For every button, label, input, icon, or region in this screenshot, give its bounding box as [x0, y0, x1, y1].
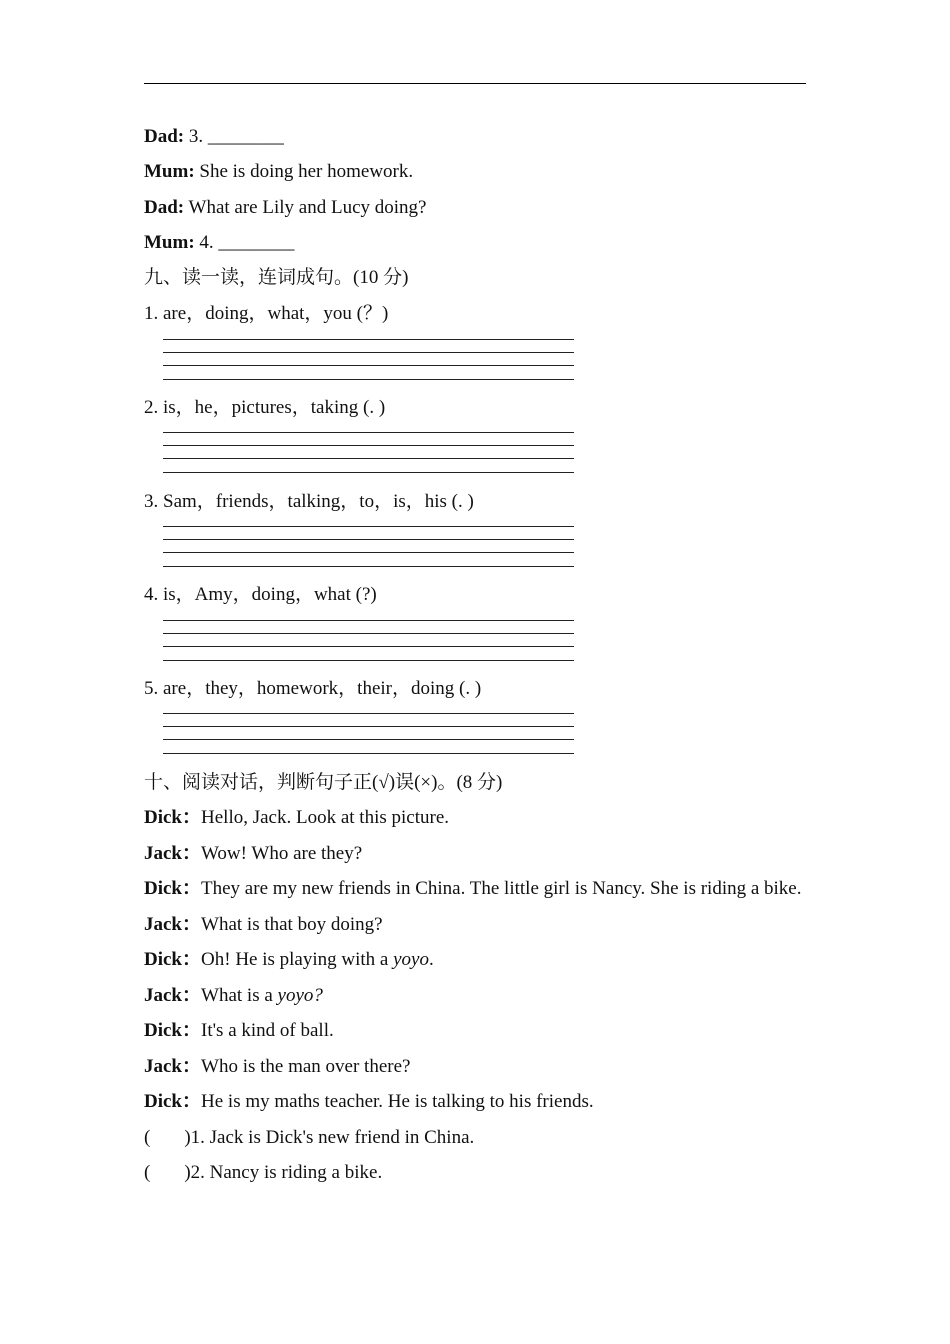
- dialogue-line: Dick：They are my new friends in China. The little girl is Nancy. She is riding a bike.: [144, 878, 802, 899]
- writing-lines[interactable]: [163, 339, 574, 379]
- header-rule: [144, 83, 806, 84]
- dialogue-line: Dad: 3. ________: [144, 126, 284, 147]
- dialogue-line: Dad: What are Lily and Lucy doing?: [144, 197, 427, 218]
- question-9-5: 5. are，they，homework，their，doing (. ): [144, 678, 482, 699]
- section-10-title: 十、阅读对话，判断句子正(√)误(×)。(8 分): [144, 772, 503, 793]
- question-9-2: 2. is，he，pictures，taking (. ): [144, 397, 386, 418]
- judgement-question: ( )2. Nancy is riding a bike.: [144, 1162, 383, 1183]
- writing-lines[interactable]: [163, 620, 574, 660]
- judgement-question: ( )1. Jack is Dick's new friend in China.: [144, 1127, 475, 1148]
- dialogue-line: Jack：What is that boy doing?: [144, 914, 383, 935]
- question-9-3: 3. Sam，friends，talking，to，is，his (. ): [144, 491, 474, 512]
- question-9-4: 4. is，Amy，doing，what (?): [144, 584, 377, 605]
- dialogue-line: Dick：It's a kind of ball.: [144, 1020, 334, 1041]
- dialogue-line: Jack：Wow! Who are they?: [144, 843, 363, 864]
- dialogue-line: Mum: 4. ________: [144, 232, 295, 253]
- dialogue-line: Dick：Oh! He is playing with a yoyo.: [144, 949, 434, 970]
- writing-lines[interactable]: [163, 526, 574, 566]
- dialogue-line: Jack：Who is the man over there?: [144, 1056, 411, 1077]
- writing-lines[interactable]: [163, 713, 574, 753]
- dialogue-line: Dick：Hello, Jack. Look at this picture.: [144, 807, 450, 828]
- dialogue-line: Mum: She is doing her homework.: [144, 161, 414, 182]
- section-9-title: 九、读一读，连词成句。(10 分): [144, 267, 409, 288]
- question-9-1: 1. are，doing，what，you (？): [144, 303, 389, 324]
- writing-lines[interactable]: [163, 432, 574, 472]
- dialogue-line: Dick：He is my maths teacher. He is talking to his friends.: [144, 1091, 594, 1112]
- dialogue-line: Jack：What is a yoyo?: [144, 985, 323, 1006]
